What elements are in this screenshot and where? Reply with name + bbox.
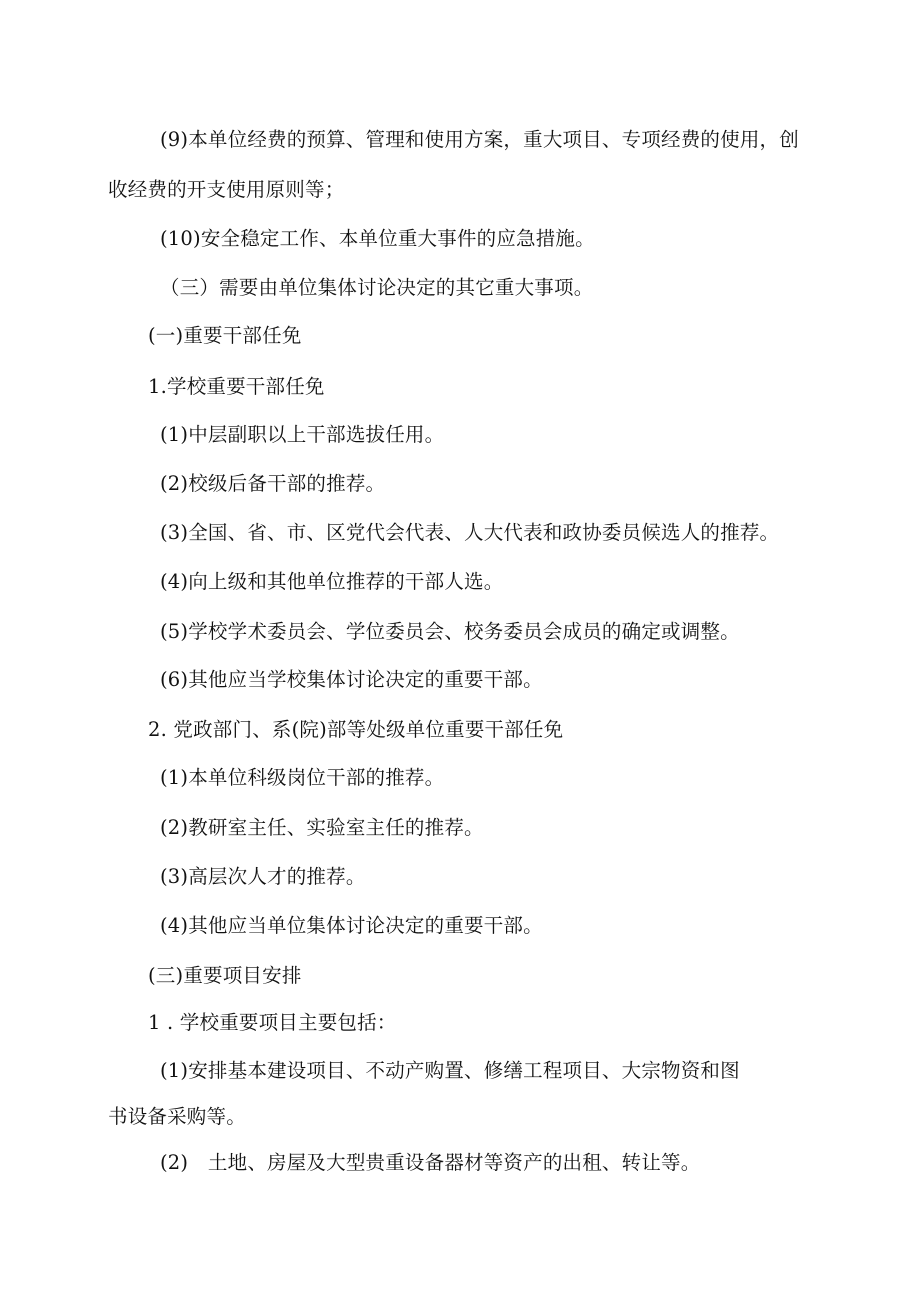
list-item: (3)全国、省、市、区党代会代表、人大代表和政协委员候选人的推荐。 bbox=[160, 521, 780, 544]
list-item-continued: 书设备采购等。 bbox=[108, 1105, 246, 1128]
section-heading-major-projects: (三)重要项目安排 bbox=[148, 964, 302, 987]
list-item: (5)学校学术委员会、学位委员会、校务委员会成员的确定或调整。 bbox=[160, 620, 740, 643]
list-item: (1)中层副职以上干部选拔任用。 bbox=[160, 423, 445, 446]
subheading-school-cadre: 1.学校重要干部任免 bbox=[148, 375, 325, 398]
paragraph-item-9-continued: 收经费的开支使用原则等； bbox=[108, 178, 345, 201]
section-heading-cadre-appointment: (一)重要干部任免 bbox=[148, 324, 302, 347]
list-item: (1)本单位科级岗位干部的推荐。 bbox=[160, 766, 445, 789]
list-item: (3)高层次人才的推荐。 bbox=[160, 865, 366, 888]
paragraph-item-10: (10)安全稳定工作、本单位重大事件的应急措施。 bbox=[160, 227, 595, 250]
list-item: (4)其他应当单位集体讨论决定的重要干部。 bbox=[160, 914, 543, 937]
subheading-school-projects: 1 . 学校重要项目主要包括： bbox=[148, 1011, 397, 1034]
list-item: (6)其他应当学校集体讨论决定的重要干部。 bbox=[160, 668, 543, 691]
list-item: (4)向上级和其他单位推荐的干部人选。 bbox=[160, 570, 504, 593]
list-item: (2) 土地、房屋及大型贵重设备器材等资产的出租、转让等。 bbox=[160, 1151, 701, 1174]
paragraph-section-three: （三）需要由单位集体讨论决定的其它重大事项。 bbox=[160, 276, 594, 299]
list-item: (1)安排基本建设项目、不动产购置、修缮工程项目、大宗物资和图 bbox=[160, 1059, 740, 1082]
paragraph-item-9: (9)本单位经费的预算、管理和使用方案，重大项目、专项经费的使用，创 bbox=[160, 128, 799, 151]
list-item: (2)教研室主任、实验室主任的推荐。 bbox=[160, 816, 484, 839]
subheading-department-cadre: 2. 党政部门、系(院)部等处级单位重要干部任免 bbox=[148, 718, 564, 741]
list-item: (2)校级后备干部的推荐。 bbox=[160, 472, 386, 495]
